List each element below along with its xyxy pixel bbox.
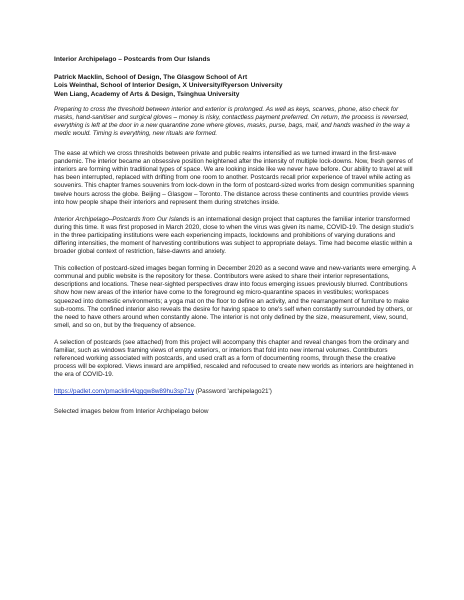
body-paragraph — [54, 216, 416, 256]
padlet-link[interactable]: https://padlet.com/pmacklin4/qgqw8w89hu3sp71y — [54, 388, 194, 396]
intro-paragraph: Preparing to cross the threshold between interior and exterior is prolonged. As well as keys, scarves, phone, also check for masks, hand-sanitiser and surgical gloves – money is risky, contactless payment preferred. On return, the process is reversed, everything is left at the door in a new quarantine zone where gloves, masks, purse, bags, mail, and hands washed in the way a medic would. Timing is everything, new rituals are formed. — [54, 105, 410, 137]
author-line: Wen Liang, Academy of Arts & Design, Tsinghua University — [54, 90, 240, 98]
closing-line: Selected images below from Interior Archipelago below — [54, 407, 209, 415]
body-paragraph: This collection of postcard-sized images began forming in December 2020 as a second wave and new-variants were emerging. A communal and public website is the repository for these. Contributors were asked to share their interior representations, descriptions and locations. These near-sighted perspectives draw into focus emerging issues previously blurred. Contributions show how new areas of the interior have come to the foreground eg micro-quarantine spaces in vestibules; workspaces squeezed into domestic environments; a yoga mat on the floor to define an activity, and the rearrangement of furniture to make sub-rooms. The confined interior also reveals the desire for having space to one's self when constantly surrounded by others, or the need to have others around when constantly alone. The interior is not only defined by the size, measurement, view, sound, smell, and so on, but by the frequency of absence. — [54, 265, 416, 329]
author-list — [54, 74, 416, 99]
link-paragraph — [54, 388, 416, 396]
document-title: Interior Archipelago – Postcards from Our Islands — [54, 56, 211, 63]
body-paragraph: A selection of postcards (see attached) from this project will accompany this chapter and reveal changes from the ordinary and familiar, such as windows framing views of empty exteriors, or interiors that fold into new internal volumes. Contributors referenced working associated with postcards, and used craft as a form of documenting rooms, through these the creative process will be explored. Views inward are amplified, rescaled and refocused to create new worlds as interiors are heightened in the era of COVID-19. — [54, 338, 414, 379]
password-note: (Password 'archipelago21') — [194, 388, 272, 396]
author-line: Lois Weinthal, School of Interior Design, X University/Ryerson University — [54, 82, 283, 90]
body-paragraph: The ease at which we cross thresholds between private and public realms intensified as we turned inward in the first-wave pandemic. The interior became an obsessive position heightened after the intensity of multiple lock-downs. Now, fresh genres of interiors are forming within traditional types of space. We are looking inside like we never have before. Our ability to travel at will has been interrupted, replaced with drifting from one room to another. Postcards recall prior experience of travel while acting as souvenirs. This chapter frames souvenirs from lock-down in the form of postcard-sized works from design communities spanning twelve hours across the globe. Beijing – Glasgow – Toronto. The distance across these continents and countries provide views into how people shape their interiors and represent them during stretches inside. — [54, 150, 415, 206]
author-line: Patrick Macklin, School of Design, The Glasgow School of Art — [54, 74, 248, 82]
project-title-italic: Interior Archipelago–Postcards from Our Islands — [54, 215, 190, 223]
document-page — [54, 56, 416, 425]
paragraph-text: is an international design project that captures the familiar interior transformed during this time. It was first proposed in March 2020, close to when the virus was given its name, COVID-19. The design studio's in the three participating institutions were each experiencing impacts, lockdowns and prohibitions of varying durations and differing intensities, the moment of harvesting contributions was subject to appropriate delays. Time had become elastic within a broader global context of restriction, false-dawns and anxiety. — [54, 215, 414, 256]
